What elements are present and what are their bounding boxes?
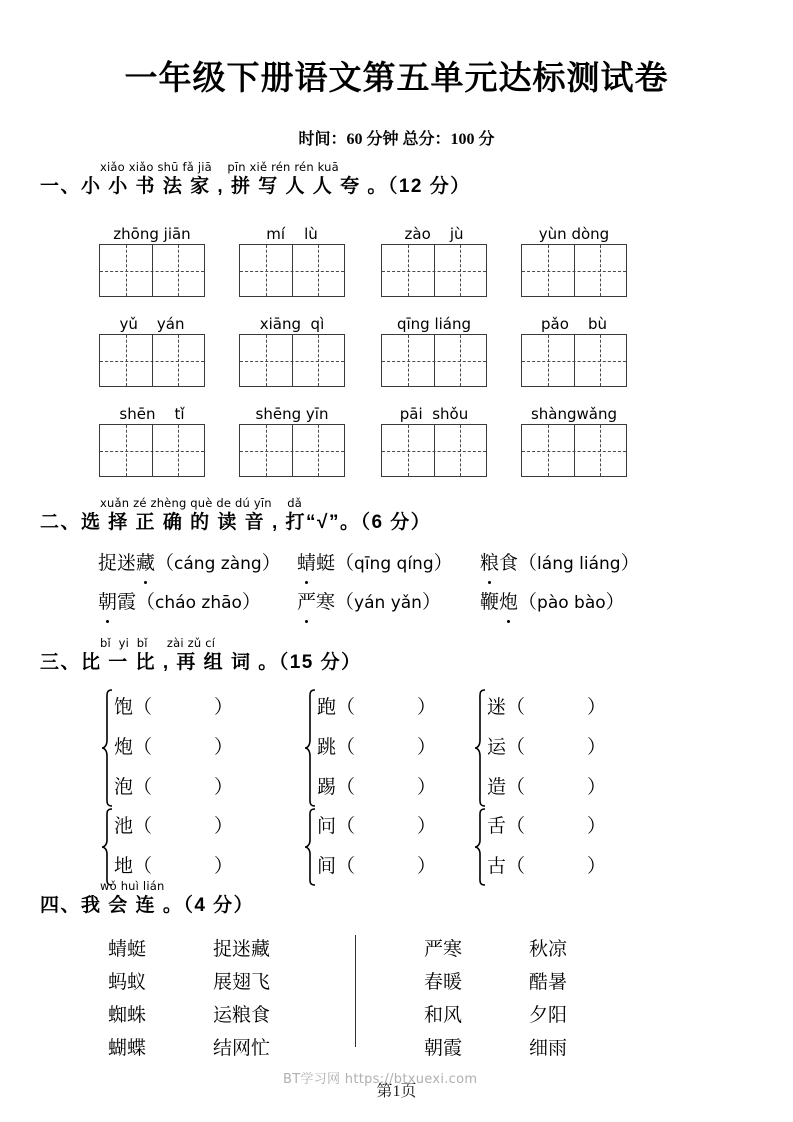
choice-word-dotted: 朝: [98, 590, 117, 616]
paren-close: ）: [214, 737, 234, 758]
word-building-line[interactable]: [317, 688, 436, 728]
grid-vertical-dash-right: [318, 425, 319, 476]
word-char: 踢: [317, 777, 337, 798]
site-watermark: BT学习网 https://btxuexi.com: [283, 1072, 478, 1087]
grid-pinyin: pāi shǒu: [399, 405, 469, 423]
choice-word-dotted: 藏: [136, 551, 155, 577]
paren-open: （: [336, 737, 356, 758]
page-title: 一年级下册语文第五单元达标测试卷: [124, 59, 669, 96]
matching-item[interactable]: 运粮食: [213, 1005, 271, 1026]
choice-word-dotted: 严: [297, 590, 316, 616]
grid-vertical-dash-left: [408, 245, 409, 296]
matching-item[interactable]: 蜘蛛: [108, 1005, 147, 1026]
choice-word-after: 蜓: [316, 553, 336, 574]
paren-open: （: [506, 777, 526, 798]
brace-icon: [474, 688, 487, 808]
choice-word-before: 捉迷: [98, 553, 137, 574]
word-building-line[interactable]: [114, 688, 233, 728]
paren-open: （: [336, 697, 356, 718]
word-building-lines: [487, 688, 606, 808]
word-building-line[interactable]: [487, 768, 606, 808]
paren-open: （: [506, 737, 526, 758]
section-2-title: 二、选 择 正 确 的 读 音 , 打“√”。（6 分）: [40, 512, 432, 533]
paren-open: （: [336, 856, 356, 877]
grid-pinyin: qīng liáng: [396, 315, 472, 333]
choice-word-dotted: 炮: [499, 590, 518, 616]
grid-vertical-dash-right: [178, 425, 179, 476]
grid-vertical-dash-right: [318, 245, 319, 296]
grid-pinyin: shēng yīn: [255, 405, 329, 423]
matching-column-left-b: [213, 933, 270, 1065]
paren-open: （: [336, 816, 356, 837]
grid-center-divider: [434, 425, 435, 476]
grid-vertical-dash-left: [266, 245, 267, 296]
matching-item[interactable]: 和风: [424, 1005, 463, 1026]
grid-vertical-dash-right: [600, 425, 601, 476]
word-building-line[interactable]: [114, 728, 233, 768]
matching-item[interactable]: 蜻蜓: [108, 939, 147, 960]
grid-vertical-dash-left: [408, 335, 409, 386]
grid-vertical-dash-right: [600, 245, 601, 296]
word-building-line[interactable]: [317, 728, 436, 768]
tianzige-grid[interactable]: [521, 244, 627, 297]
grid-vertical-dash-left: [548, 245, 549, 296]
pronunciation-choice-item[interactable]: 捉迷藏（cáng zàng）: [98, 551, 281, 577]
paren-close: ）: [587, 697, 607, 718]
word-char: 古: [487, 856, 507, 877]
grid-vertical-dash-left: [408, 425, 409, 476]
grid-center-divider: [434, 245, 435, 296]
section-1-title: 一、小 小 书 法 家 , 拼 写 人 人 夸 。（12 分）: [40, 176, 471, 197]
paren-open: （: [336, 777, 356, 798]
pronunciation-choice-item[interactable]: 严寒（yán yǎn）: [297, 590, 441, 616]
tianzige-grid[interactable]: [239, 334, 345, 387]
tianzige-grid[interactable]: [239, 424, 345, 477]
paren-open: （: [133, 777, 153, 798]
pronunciation-choice-item[interactable]: 鞭炮（pào bào）: [480, 590, 625, 616]
choice-word-dotted: 粮: [480, 551, 499, 577]
matching-column-left-a: [108, 933, 146, 1065]
matching-item[interactable]: 春暖: [424, 972, 463, 993]
word-char: 运: [487, 737, 507, 758]
grid-pinyin: mí lù: [266, 225, 318, 243]
word-char: 造: [487, 777, 507, 798]
paren-open: （: [133, 737, 153, 758]
word-building-line[interactable]: [317, 768, 436, 808]
matching-item[interactable]: 结网忙: [213, 1038, 271, 1059]
choice-options[interactable]: láng liáng: [537, 554, 621, 574]
grid-vertical-dash-right: [178, 245, 179, 296]
matching-column-right-a: [424, 933, 462, 1065]
choice-word-after: 食: [499, 553, 519, 574]
writing-grid-item[interactable]: [521, 224, 627, 297]
writing-grid-item[interactable]: [99, 404, 205, 477]
page-number: 第1页: [376, 1083, 417, 1100]
tianzige-grid[interactable]: [381, 244, 487, 297]
writing-grid-item[interactable]: [239, 314, 345, 387]
grid-pinyin: yǔ yán: [119, 315, 185, 333]
writing-grid-item[interactable]: [521, 404, 627, 477]
word-building-line[interactable]: [487, 728, 606, 768]
grid-pinyin: pǎo bù: [541, 315, 607, 333]
writing-grid-item[interactable]: [239, 224, 345, 297]
section-2-heading: [40, 496, 431, 536]
choice-word-before: 鞭: [480, 592, 500, 613]
section-2-pinyin: xuǎn zé zhèng què de dú yīn dǎ: [100, 496, 302, 510]
pronunciation-choice-item[interactable]: 朝霞（cháo zhāo）: [98, 590, 261, 616]
paren-close: ）: [417, 777, 437, 798]
choice-options[interactable]: cáng zàng: [174, 554, 262, 574]
writing-grid-item[interactable]: [381, 314, 487, 387]
grid-vertical-dash-left: [266, 425, 267, 476]
pronunciation-choice-row-1: [0, 551, 793, 589]
grid-center-divider: [292, 245, 293, 296]
grid-vertical-dash-left: [126, 335, 127, 386]
writing-grid-item[interactable]: [381, 224, 487, 297]
word-char: 炮: [114, 737, 134, 758]
paren-open: （: [133, 697, 153, 718]
word-char: 跑: [317, 697, 337, 718]
grid-vertical-dash-left: [126, 425, 127, 476]
grid-vertical-dash-left: [548, 335, 549, 386]
brace-icon: [304, 688, 317, 808]
matching-item[interactable]: 捉迷藏: [213, 939, 271, 960]
grid-vertical-dash-right: [460, 245, 461, 296]
section-1-heading: [40, 160, 471, 200]
choice-options[interactable]: cháo zhāo: [155, 593, 242, 613]
brace-icon: [101, 688, 114, 808]
word-building-lines: [317, 807, 436, 887]
tianzige-grid[interactable]: [381, 334, 487, 387]
paren-close: ）: [214, 777, 234, 798]
paren-open: （: [506, 856, 526, 877]
grid-vertical-dash-right: [460, 425, 461, 476]
matching-item[interactable]: 展翅飞: [213, 972, 271, 993]
section-4-title: 四、我 会 连 。（4 分）: [40, 895, 255, 916]
section-3-pinyin: bǐ yi bǐ zài zǔ cí: [100, 636, 216, 650]
matching-item[interactable]: 酷暑: [529, 972, 568, 993]
grid-pinyin: shàngwǎng: [530, 405, 618, 423]
paren-open: （: [506, 697, 526, 718]
matching-item[interactable]: 蝴蝶: [108, 1038, 147, 1059]
word-char: 地: [114, 856, 134, 877]
grid-center-divider: [574, 335, 575, 386]
matching-column-right-b: [529, 933, 567, 1065]
grid-pinyin: zào jù: [404, 225, 464, 243]
grid-vertical-dash-left: [126, 245, 127, 296]
writing-grid-item[interactable]: [99, 224, 205, 297]
exam-info: 时间：60 分钟 总分：100 分: [298, 131, 495, 148]
grid-center-divider: [574, 425, 575, 476]
grid-vertical-dash-right: [460, 335, 461, 386]
grid-center-divider: [152, 335, 153, 386]
matching-item[interactable]: 严寒: [424, 939, 463, 960]
grid-vertical-dash-right: [318, 335, 319, 386]
word-building-lines: [487, 807, 606, 887]
tianzige-grid[interactable]: [381, 424, 487, 477]
word-building-line[interactable]: [487, 847, 606, 887]
paren-close: ）: [587, 816, 607, 837]
paren-close: ）: [587, 856, 607, 877]
grid-vertical-dash-right: [600, 335, 601, 386]
grid-center-divider: [292, 425, 293, 476]
brace-icon: [474, 807, 487, 887]
matching-item[interactable]: 蚂蚁: [108, 972, 147, 993]
grid-vertical-dash-right: [178, 335, 179, 386]
word-char: 跳: [317, 737, 337, 758]
pronunciation-choice-item[interactable]: 蜻蜓（qīng qíng）: [297, 551, 453, 577]
word-char: 饱: [114, 697, 134, 718]
grid-pinyin: shēn tǐ: [119, 405, 185, 423]
paren-close: ）: [417, 737, 437, 758]
word-building-line[interactable]: [487, 807, 606, 847]
paren-close: ）: [587, 777, 607, 798]
matching-item[interactable]: 夕阳: [529, 1005, 568, 1026]
tianzige-grid[interactable]: [99, 244, 205, 297]
word-building-lines: [114, 688, 233, 808]
writing-grid-item[interactable]: [521, 314, 627, 387]
section-3-heading: [40, 636, 362, 676]
word-building-lines: [114, 807, 233, 887]
choice-word-after: 霞: [117, 592, 137, 613]
paren-close: ）: [214, 856, 234, 877]
grid-center-divider: [434, 335, 435, 386]
matching-item[interactable]: 细雨: [529, 1038, 568, 1059]
tianzige-grid[interactable]: [521, 424, 627, 477]
grid-pinyin: xiāng qì: [259, 315, 325, 333]
writing-grid-item[interactable]: [381, 404, 487, 477]
word-building-line[interactable]: [114, 768, 233, 808]
paren-close: ）: [214, 816, 234, 837]
grid-center-divider: [292, 335, 293, 386]
matching-divider: [355, 935, 356, 1047]
word-building-line[interactable]: [317, 847, 436, 887]
choice-options[interactable]: yán yǎn: [354, 593, 422, 613]
choice-options[interactable]: pào bào: [537, 593, 606, 613]
word-building-line[interactable]: [317, 807, 436, 847]
tianzige-grid[interactable]: [99, 334, 205, 387]
word-building-line[interactable]: [487, 688, 606, 728]
writing-grid-item[interactable]: [239, 404, 345, 477]
paren-close: ）: [417, 697, 437, 718]
pronunciation-choice-row-2: [0, 590, 793, 628]
grid-vertical-dash-left: [548, 425, 549, 476]
paren-close: ）: [417, 856, 437, 877]
grid-pinyin: yùn dòng: [538, 225, 610, 243]
section-4-heading: [40, 879, 254, 919]
matching-item[interactable]: 秋凉: [529, 939, 568, 960]
writing-grid-item[interactable]: [99, 314, 205, 387]
section-1-pinyin: xiǎo xiǎo shū fǎ jiā pīn xiě rén rén kuā: [100, 160, 339, 174]
section-3-title: 三、比 一 比 , 再 组 词 。（15 分）: [40, 652, 362, 673]
paren-close: ）: [214, 697, 234, 718]
paren-close: ）: [417, 816, 437, 837]
grid-pinyin: zhōng jiān: [113, 225, 191, 243]
tianzige-grid[interactable]: [99, 424, 205, 477]
word-char: 舌: [487, 816, 507, 837]
grid-vertical-dash-left: [266, 335, 267, 386]
word-char: 迷: [487, 697, 507, 718]
choice-word-after: 寒: [316, 592, 336, 613]
paren-open: （: [133, 816, 153, 837]
matching-item[interactable]: 朝霞: [424, 1038, 463, 1059]
word-building-line[interactable]: [114, 807, 233, 847]
pronunciation-choice-item[interactable]: 粮食（láng liáng）: [480, 551, 640, 577]
word-char: 泡: [114, 777, 134, 798]
matching-exercise: [0, 933, 793, 1073]
paren-close: ）: [587, 737, 607, 758]
word-char: 问: [317, 816, 337, 837]
grid-center-divider: [574, 245, 575, 296]
word-char: 间: [317, 856, 337, 877]
tianzige-grid[interactable]: [239, 244, 345, 297]
choice-word-dotted: 蜻: [297, 551, 316, 577]
paren-open: （: [506, 816, 526, 837]
brace-icon: [304, 807, 317, 887]
paren-open: （: [133, 856, 153, 877]
section-4-pinyin: wǒ huì lián: [100, 879, 165, 893]
grid-center-divider: [152, 425, 153, 476]
word-building-lines: [317, 688, 436, 808]
grid-center-divider: [152, 245, 153, 296]
brace-icon: [101, 807, 114, 887]
tianzige-grid[interactable]: [521, 334, 627, 387]
word-char: 池: [114, 816, 134, 837]
choice-options[interactable]: qīng qíng: [354, 554, 434, 574]
